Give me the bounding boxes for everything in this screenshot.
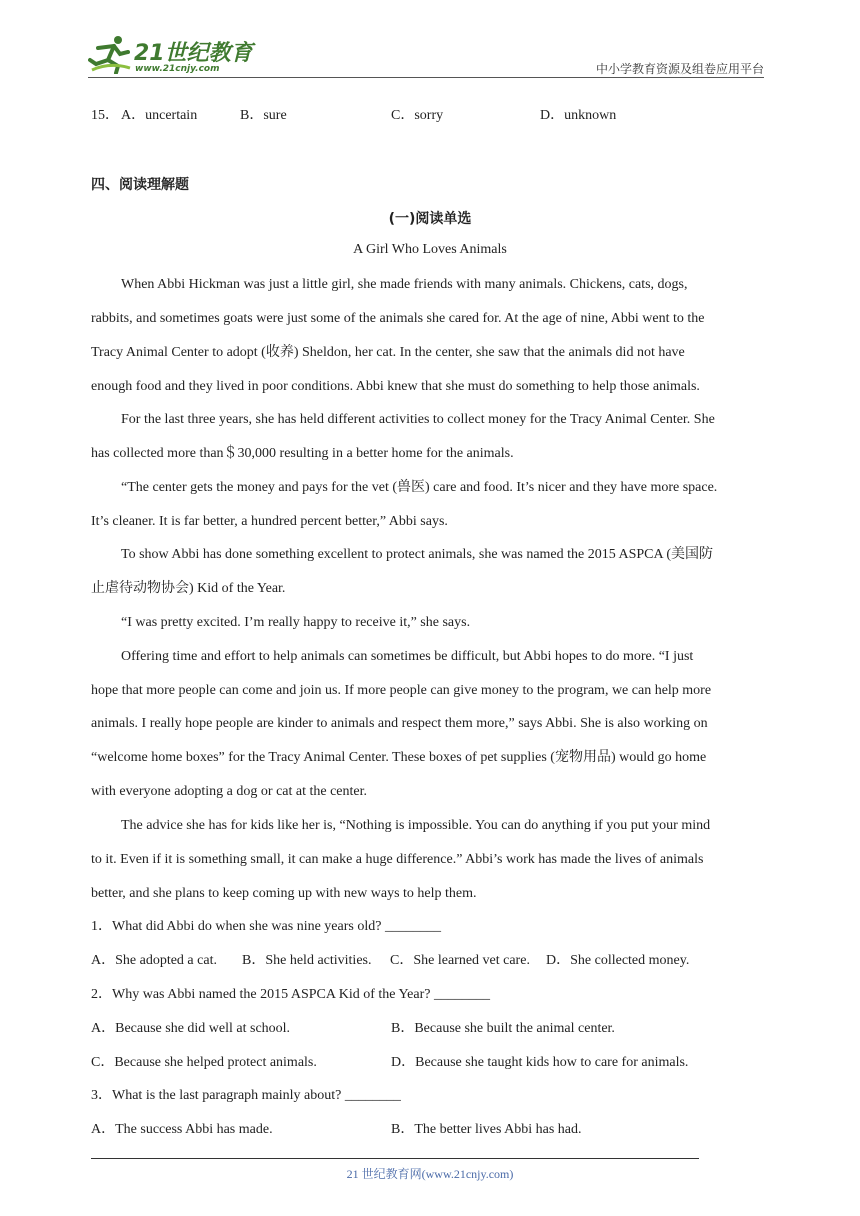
logo-url: www.21cnjy.com bbox=[135, 64, 220, 74]
option-b: B．The better lives Abbi has had. bbox=[391, 1122, 582, 1137]
question-number: 15． bbox=[91, 108, 119, 123]
page-header bbox=[88, 28, 764, 80]
passage-line: rabbits, and sometimes goats were just some of the animals she cared for. At the age of nine, Abbi went to the bbox=[91, 311, 705, 326]
option-a: A．The success Abbi has made. bbox=[91, 1122, 273, 1137]
option-b: B．She held activities. bbox=[242, 953, 372, 968]
option-d: D．unknown bbox=[540, 108, 617, 123]
subsection-heading: (一)阅读单选 bbox=[388, 211, 472, 227]
question-2-options-row2 bbox=[91, 1054, 731, 1072]
option-d: D．Because she taught kids how to care for animals. bbox=[391, 1055, 689, 1070]
option-a: A．She adopted a cat. bbox=[91, 953, 217, 968]
option-a: A．uncertain bbox=[121, 108, 198, 123]
option-a: A．Because she did well at school. bbox=[91, 1021, 291, 1036]
question-3-stem: 3．What is the last paragraph mainly about? ________ bbox=[91, 1088, 401, 1103]
logo-text: 21世纪教育 bbox=[134, 41, 253, 66]
passage-line: has collected more than＄30,000 resulting in a better home for the animals. bbox=[91, 446, 514, 461]
passage-line: “The center gets the money and pays for the vet (兽医) care and food. It’s nicer and they have more space. bbox=[121, 480, 718, 495]
passage-line: Tracy Animal Center to adopt (收养) Sheldon, her cat. In the center, she saw that the animals did not have bbox=[91, 345, 685, 360]
question-2-stem: 2．Why was Abbi named the 2015 ASPCA Kid of the Year? ________ bbox=[91, 987, 490, 1002]
passage-line: animals. I really hope people are kinder to animals and respect them more,” says Abbi. She is also working on bbox=[91, 716, 708, 731]
option-b: B．sure bbox=[240, 108, 287, 123]
option-c: C．sorry bbox=[391, 108, 444, 123]
question-2-options-row1 bbox=[91, 1020, 731, 1038]
site-logo[interactable] bbox=[88, 28, 258, 80]
question-1-stem: 1．What did Abbi do when she was nine years old? ________ bbox=[91, 919, 441, 934]
passage-line: The advice she has for kids like her is, “Nothing is impossible. You can do anything if you put your mind bbox=[121, 818, 711, 833]
footer-divider bbox=[91, 1158, 699, 1159]
passage-line: enough food and they lived in poor conditions. Abbi knew that she must do something to help those animals. bbox=[91, 379, 700, 394]
passage-line: with everyone adopting a dog or cat at the center. bbox=[91, 784, 368, 799]
passage-line: It’s cleaner. It is far better, a hundred percent better,” Abbi says. bbox=[91, 514, 448, 529]
passage-line: to it. Even if it is something small, it can make a huge difference.” Abbi’s work has made the lives of animals bbox=[91, 852, 704, 867]
runner-logo-icon bbox=[88, 34, 132, 74]
header-divider bbox=[88, 77, 764, 78]
section-heading: 四、阅读理解题 bbox=[91, 177, 189, 193]
option-c: C．She learned vet care. bbox=[390, 953, 530, 968]
passage-line: “I was pretty excited. I’m really happy to receive it,” she says. bbox=[121, 615, 471, 630]
passage-line: better, and she plans to keep coming up with new ways to help them. bbox=[91, 886, 477, 901]
option-c: C．Because she helped protect animals. bbox=[91, 1055, 317, 1070]
question-3-options-row1 bbox=[91, 1121, 731, 1139]
question-15-options bbox=[91, 107, 691, 125]
question-1-options bbox=[91, 952, 731, 970]
passage-line: When Abbi Hickman was just a little girl, she made friends with many animals. Chickens, cats, dogs, bbox=[121, 277, 688, 292]
passage-line: To show Abbi has done something excellent to protect animals, she was named the 2015 ASPCA (美国防 bbox=[121, 547, 713, 562]
passage-line: hope that more people can come and join us. If more people can give money to the program, we can help more bbox=[91, 683, 712, 698]
option-b: B．Because she built the animal center. bbox=[391, 1021, 615, 1036]
passage-title: A Girl Who Loves Animals bbox=[353, 242, 507, 257]
platform-name: 中小学教育资源及组卷应用平台 bbox=[595, 62, 764, 76]
option-d: D．She collected money. bbox=[546, 953, 690, 968]
passage-line: 止虐待动物协会) Kid of the Year. bbox=[91, 581, 286, 596]
passage-line: For the last three years, she has held different activities to collect money for the Tracy Animal Center. She bbox=[121, 412, 715, 427]
footer-link[interactable]: 21 世纪教育网(www.21cnjy.com) bbox=[346, 1167, 514, 1181]
passage-line: “welcome home boxes” for the Tracy Animal Center. These boxes of pet supplies (宠物用品) would go home bbox=[91, 750, 707, 765]
passage-line: Offering time and effort to help animals can sometimes be difficult, but Abbi hopes to do more. “I just bbox=[121, 649, 694, 664]
